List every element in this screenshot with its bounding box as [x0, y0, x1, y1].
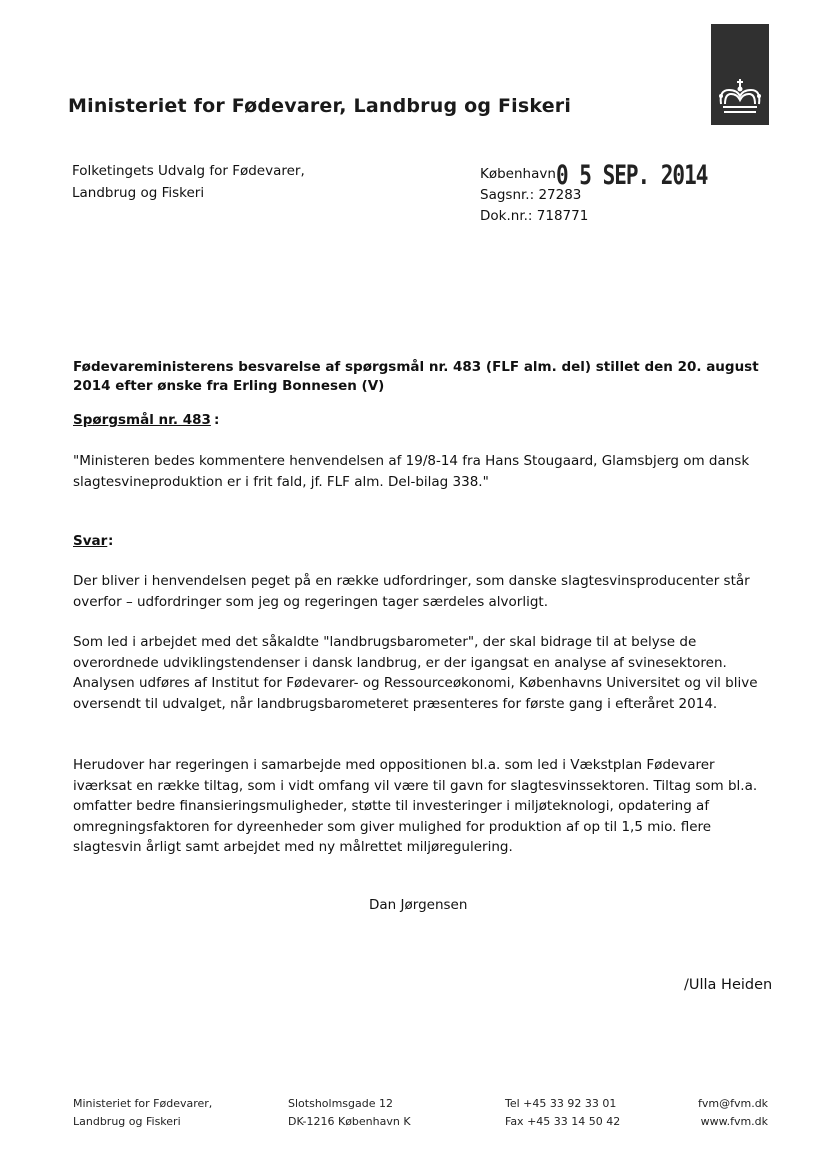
signer-name: Dan Jørgensen — [369, 897, 468, 913]
question-text: "Ministeren bedes kommentere henvendelsen af 19/8-14 fra Hans Stougaard, Glamsbjerg om dansk slagtesvineproduktion er i frit fald, jf. FLF alm. Del-bilag 338." — [73, 453, 750, 490]
document-number: Dok.nr.: 718771 — [480, 208, 589, 224]
answer-label-colon: : — [108, 533, 114, 549]
recipient-line-2: Landbrug og Fiskeri — [72, 185, 205, 201]
answer-paragraph-2: Som led i arbejdet med det såkaldte "landbrugsbarometer", der skal bidrage til at belyse de overordnede udviklingstendenser i dansk landbrug, er der igangsat en analyse af svinesektoren. Analysen udføres af Institut for Fødevarer- og Ressourceøkonomi, Københavns Universitet og vil blive oversendt til udvalget, når landbrugsbarometeret præsenteres for første gang i efteråret 2014. — [73, 634, 758, 712]
document-heading: Fødevareministerens besvarelse af spørgsmål nr. 483 (FLF alm. del) stillet den 20. august 2014 efter ønske fra Erling Bonnesen (V) — [73, 359, 759, 394]
answer-paragraph-1: Der bliver i henvendelsen peget på en række udfordringer, som danske slagtesvinsproducenter står overfor – udfordringer som jeg og regeringen tager særdeles alvorligt. — [73, 573, 750, 610]
footer-address-line-2: DK-1216 København K — [288, 1115, 411, 1128]
footer-tel: Tel +45 33 92 33 01 — [505, 1097, 617, 1110]
recipient-address — [72, 160, 305, 204]
footer-website[interactable]: www.fvm.dk — [700, 1115, 769, 1128]
footer-contact — [698, 1095, 768, 1131]
answer-paragraph-3: Herudover har regeringen i samarbejde med oppositionen bl.a. som led i Vækstplan Fødevarer iværksat en række tiltag, som i vidt omfang vil være til gavn for slagtesvinssektoren. Tiltag som bl.a. omfatter bedre finansieringsmuligheder, støtte til investeringer i miljøteknologi, opdatering af omregningsfaktoren for dyreenheder som giver mulighed for produktion af op til 1,5 mio. flere slagtesvin årligt samt arbejdet med ny målrettet miljøregulering. — [73, 757, 758, 855]
date-stamp: 0 5 SEP. 2014 — [556, 160, 708, 190]
ministry-title: Ministeriet for Fødevarer, Landbrug og Fiskeri — [68, 95, 572, 117]
crown-logo — [711, 24, 769, 125]
answer-label — [73, 533, 107, 549]
case-number: Sagsnr.: 27283 — [480, 187, 582, 203]
crown-icon — [711, 24, 769, 125]
footer-ministry-line-2: Landbrug og Fiskeri — [73, 1115, 181, 1128]
answer-label-text: Svar — [73, 533, 108, 549]
footer-ministry-line-1: Ministeriet for Fødevarer, — [73, 1097, 213, 1110]
footer-phone — [505, 1095, 620, 1131]
place: København — [480, 166, 556, 182]
signer-initials: /Ulla Heiden — [684, 977, 773, 993]
question-label — [73, 412, 211, 428]
footer-address-line-1: Slotsholmsgade 12 — [288, 1097, 393, 1110]
footer-email[interactable]: fvm@fvm.dk — [698, 1097, 769, 1110]
question-label-text: Spørgsmål nr. 483 — [73, 412, 211, 428]
footer-fax: Fax +45 33 14 50 42 — [505, 1115, 621, 1128]
footer-ministry — [73, 1095, 212, 1131]
footer-address — [288, 1095, 411, 1131]
recipient-line-1: Folketingets Udvalg for Fødevarer, — [72, 163, 305, 179]
question-label-colon: : — [214, 412, 220, 428]
